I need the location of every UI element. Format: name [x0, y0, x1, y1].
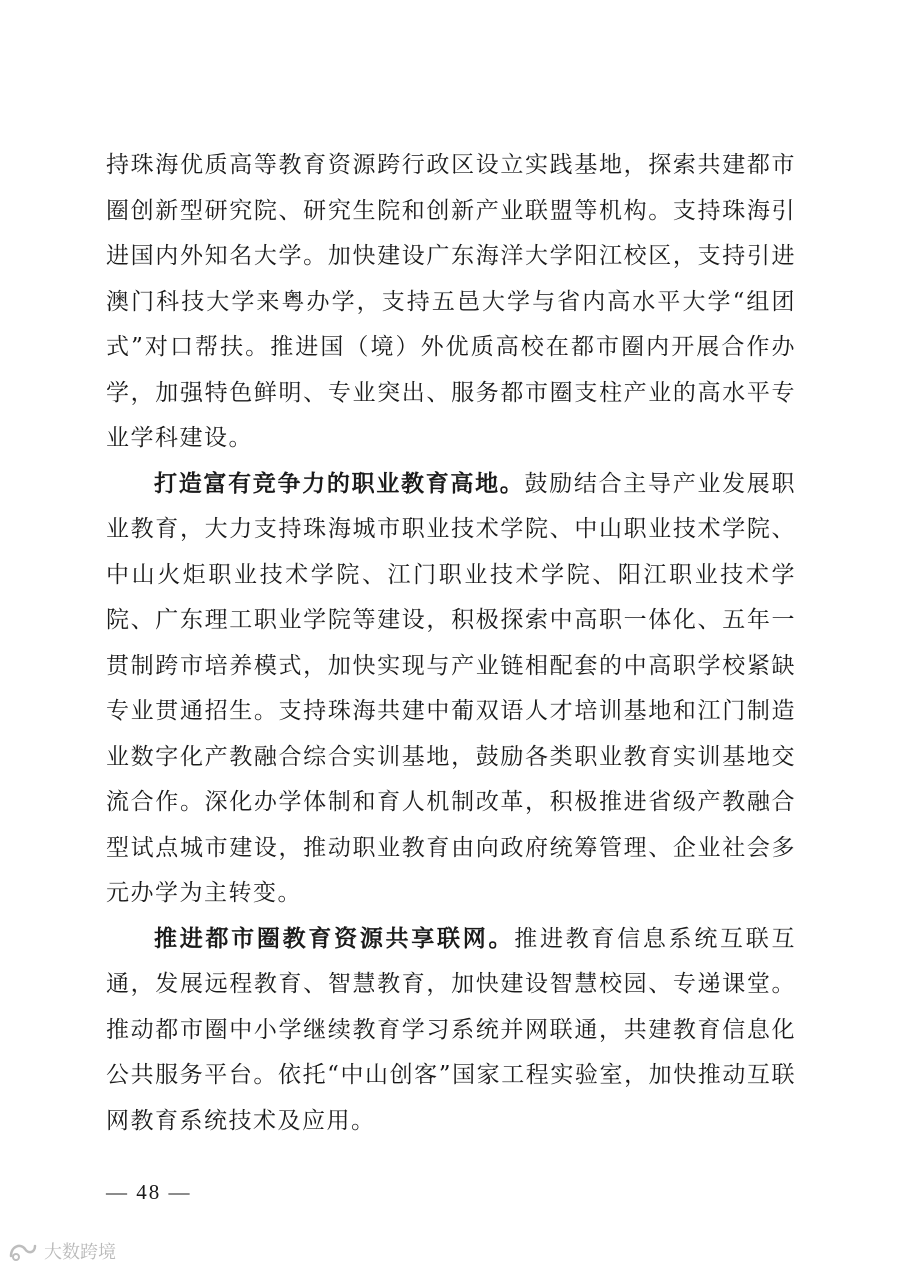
- page-body: [106, 143, 796, 1144]
- paragraph-text: 鼓励结合主导产业发展职业教育，大力支持珠海城市职业技术学院、中山职业技术学院、中山火炬职业技术学院、江门职业技术学院、阳江职业技术学院、广东理工职业学院等建设，积极探索中高职一体化、五年一贯制跨市培养模式，加快实现与产业链相配套的中高职学校紧缺专业贯通招生。支持珠海共建中葡双语人才培训基地和江门制造业数字化产教融合综合实训基地，鼓励各类职业教育实训基地交流合作。深化办学体制和育人机制改革，积极推进省级产教融合型试点城市建设，推动职业教育由向政府统筹管理、企业社会多元办学为主转变。: [106, 470, 797, 906]
- page-number: — 48 —: [106, 1180, 192, 1204]
- paragraph-education-network: [106, 917, 796, 1145]
- watermark: [8, 1238, 116, 1264]
- paragraph-heading: 推进都市圈教育资源共享联网。: [154, 925, 515, 952]
- paragraph-heading: 打造富有竞争力的职业教育高地。: [154, 470, 525, 497]
- paragraph-text: 持珠海优质高等教育资源跨行政区设立实践基地，探索共建都市圈创新型研究院、研究生院和创新产业联盟等机构。支持珠海引进国内外知名大学。加快建设广东海洋大学阳江校区，支持引进澳门科技大学来粤办学，支持五邑大学与省内高水平大学“组团式”对口帮扶。推进国（境）外优质高校在都市圈内开展合作办学，加强特色鲜明、专业突出、服务都市圈支柱产业的高水平专业学科建设。: [106, 152, 796, 451]
- paragraph-vocational-education: [106, 462, 796, 917]
- paragraph-text: 推进教育信息系统互联互通，发展远程教育、智慧教育，加快建设智慧校园、专递课堂。推动都市圈中小学继续教育学习系统并网联通，共建教育信息化公共服务平台。依托“中山创客”国家工程实验室，加快推动互联网教育系统技术及应用。: [106, 925, 797, 1134]
- paragraph-continued: [106, 143, 796, 462]
- watermark-text: 大数跨境: [44, 1242, 116, 1263]
- logo-icon: [8, 1240, 38, 1262]
